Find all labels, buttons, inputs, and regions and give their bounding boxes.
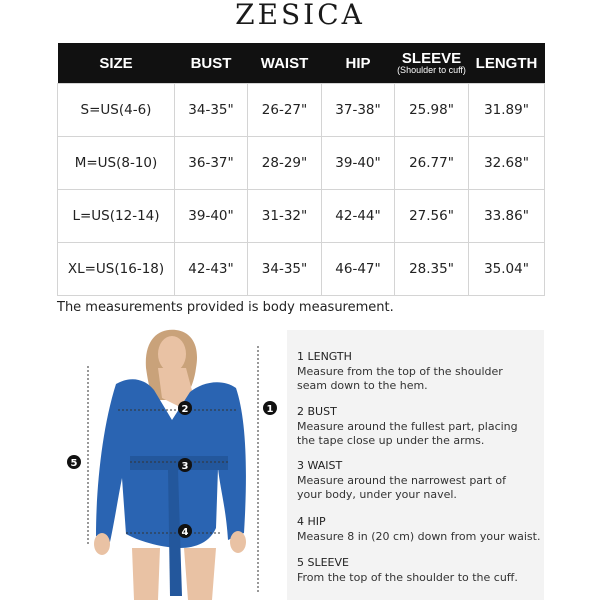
marker-5 (67, 455, 81, 469)
guide-desc: the tape close up under the arms. (297, 434, 485, 447)
table-row (58, 190, 545, 243)
header-size: SIZE (58, 43, 175, 84)
cell-hip: 46-47" (322, 243, 395, 296)
cell-sleeve: 26.77" (395, 137, 469, 190)
svg-text:2: 2 (181, 404, 189, 415)
guide-waist (297, 459, 506, 503)
marker-1 (263, 401, 277, 415)
guide-desc: seam down to the hem. (297, 379, 428, 392)
guide-desc: Measure around the fullest part, placing (297, 419, 518, 433)
svg-text:4: 4 (181, 527, 189, 538)
marker-4 (178, 524, 192, 538)
guide-title: 1 LENGTH (297, 350, 352, 363)
svg-text:1: 1 (266, 404, 274, 415)
measurement-guide-panel (287, 330, 544, 600)
guide-desc: your body, under your navel. (297, 488, 457, 501)
cell-hip: 42-44" (322, 190, 395, 243)
cell-bust: 39-40" (175, 190, 248, 243)
brand-logo: ZESICA (235, 0, 365, 31)
cell-waist: 28-29" (248, 137, 322, 190)
cell-bust: 36-37" (175, 137, 248, 190)
guide-desc: Measure from the top of the shoulder (297, 364, 503, 378)
cell-sleeve: 25.98" (395, 84, 469, 137)
cell-length: 35.04" (469, 243, 545, 296)
guide-desc: From the top of the shoulder to the cuff. (297, 570, 518, 584)
table-row (58, 243, 545, 296)
svg-text:5: 5 (70, 458, 78, 469)
header-sleeve-sub: (Shoulder to cuff) (397, 65, 466, 75)
cell-size: L=US(12-14) (58, 190, 175, 243)
guide-title: 2 BUST (297, 405, 337, 418)
cell-size: S=US(4-6) (58, 84, 175, 137)
cell-waist: 31-32" (248, 190, 322, 243)
face-shape (158, 336, 186, 372)
header-bust: BUST (175, 43, 248, 84)
guide-desc: Measure around the narrowest part of (297, 473, 506, 487)
header-length: LENGTH (469, 43, 545, 84)
cell-size: M=US(8-10) (58, 137, 175, 190)
cell-bust: 34-35" (175, 84, 248, 137)
cell-hip: 39-40" (322, 137, 395, 190)
guide-title: 4 HIP (297, 515, 326, 528)
cell-waist: 26-27" (248, 84, 322, 137)
header-waist: WAIST (248, 43, 322, 84)
header-sleeve (395, 43, 469, 84)
cell-sleeve: 27.56" (395, 190, 469, 243)
cell-length: 33.86" (469, 190, 545, 243)
guide-bust (297, 405, 518, 449)
cell-length: 31.89" (469, 84, 545, 137)
header-sleeve-label: SLEEVE (401, 50, 462, 67)
guide-sleeve (297, 556, 518, 585)
marker-2 (178, 401, 192, 415)
guide-hip (297, 515, 540, 544)
cell-waist: 34-35" (248, 243, 322, 296)
table-row (58, 84, 545, 137)
measurement-note: The measurements provided is body measurement. (57, 300, 394, 315)
cell-length: 32.68" (469, 137, 545, 190)
svg-text:3: 3 (181, 461, 189, 472)
cell-sleeve: 28.35" (395, 243, 469, 296)
guide-desc: Measure 8 in (20 cm) down from your waist. (297, 529, 541, 543)
cell-size: XL=US(16-18) (58, 243, 175, 296)
right-hand (230, 531, 246, 553)
left-hand (94, 533, 110, 555)
cell-hip: 37-38" (322, 84, 395, 137)
cell-bust: 42-43" (175, 243, 248, 296)
guide-title: 5 SLEEVE (297, 556, 349, 569)
table-header-row (58, 43, 545, 84)
marker-3 (178, 458, 192, 472)
table-row (58, 137, 545, 190)
header-hip: HIP (322, 43, 395, 84)
guide-title: 3 WAIST (297, 459, 343, 472)
size-chart-table (57, 43, 545, 296)
model-photo (60, 328, 280, 600)
guide-length (297, 350, 503, 394)
